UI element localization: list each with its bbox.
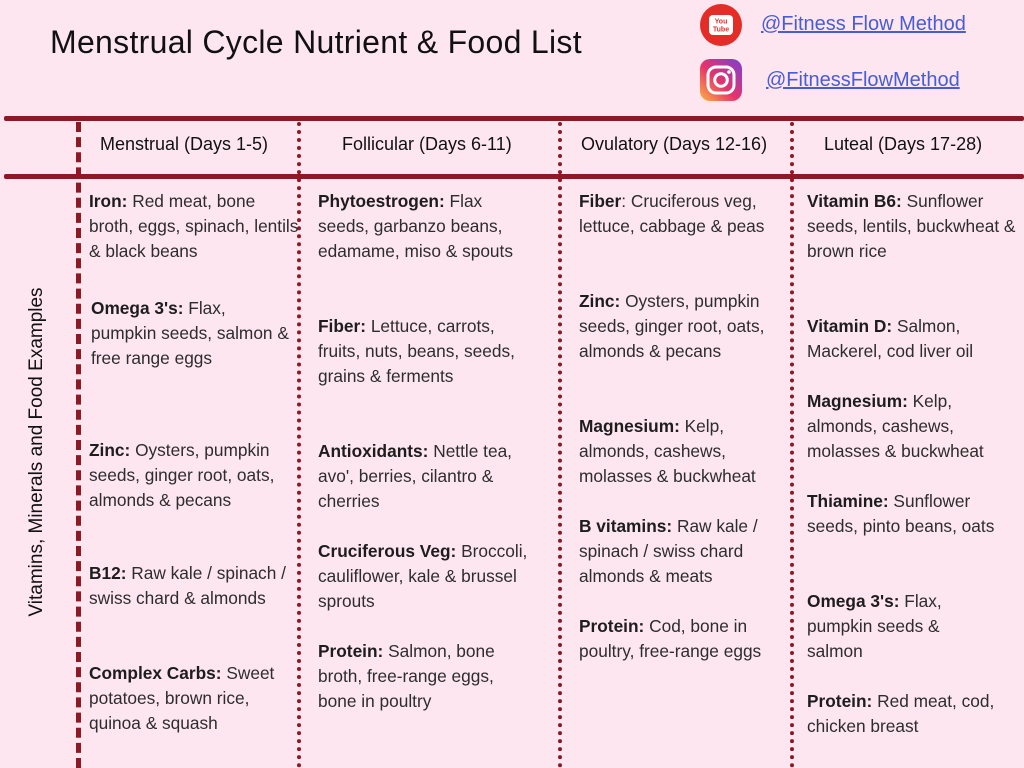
food-list: Red meat, cod, chicken breast <box>807 691 995 736</box>
food-list: Raw kale / spinach / swiss chard almonds & meats <box>579 516 758 586</box>
youtube-link[interactable] <box>700 4 1020 44</box>
phase-header-menstrual: Menstrual (Days 1-5) <box>100 134 269 154</box>
nutrient-name: Cruciferous Veg: <box>318 541 457 561</box>
phase-header-follicular: Follicular (Days 6-11) <box>342 134 512 154</box>
column-divider <box>558 122 562 768</box>
nutrient-name: Zinc: <box>89 440 131 460</box>
nutrient-entry <box>579 414 794 489</box>
nutrient-entry <box>807 589 987 664</box>
nutrient-entry <box>318 639 533 714</box>
food-list: Cod, bone in poultry, free-range eggs <box>579 616 762 661</box>
food-list: Nettle tea, avo', berries, cilantro & cherries <box>318 441 512 511</box>
food-list: Salmon, Mackerel, cod liver oil <box>807 316 974 361</box>
nutrient-entry <box>579 189 789 239</box>
nutrient-entry <box>807 189 1019 264</box>
food-list: Broccoli, cauliflower, kale & brussel sprouts <box>318 541 528 611</box>
nutrient-name: Protein: <box>807 691 873 711</box>
food-list: Flax seeds, garbanzo beans, edamame, miso & spouts <box>318 191 513 261</box>
nutrient-name: Magnesium: <box>807 391 908 411</box>
nutrient-name: B vitamins: <box>579 516 673 536</box>
nutrient-name: Thiamine: <box>807 491 889 511</box>
header-top-rule <box>4 116 1024 121</box>
instagram-link[interactable] <box>700 59 1020 99</box>
food-list: Sunflower seeds, pinto beans, oats <box>807 491 995 536</box>
food-list: Lettuce, carrots, fruits, nuts, beans, seeds, grains & ferments <box>318 316 515 386</box>
svg-text:Tube: Tube <box>712 26 730 34</box>
side-label-divider <box>76 122 81 768</box>
nutrient-entry <box>579 514 784 589</box>
nutrient-name: Fiber: <box>318 316 367 336</box>
instagram-icon <box>700 59 742 101</box>
nutrient-name: Phytoestrogen: <box>318 191 445 211</box>
food-list: Sunflower seeds, lentils, buckwheat & brown rice <box>807 191 1016 261</box>
nutrient-entry <box>89 561 304 611</box>
phase-header-ovulatory: Ovulatory (Days 12-16) <box>581 134 768 154</box>
food-list: Oysters, pumpkin seeds, ginger root, oats, almonds & pecans <box>579 291 765 361</box>
youtube-handle[interactable]: @Fitness Flow Method <box>761 13 966 35</box>
nutrient-name: Complex Carbs: <box>89 663 222 683</box>
nutrient-name: Omega 3's: <box>91 298 184 318</box>
nutrient-entry <box>807 389 1022 464</box>
nutrient-name: Magnesium: <box>579 416 680 436</box>
nutrient-entry <box>807 689 997 739</box>
nutrient-entry <box>807 489 1007 539</box>
nutrient-name: Vitamin B6: <box>807 191 902 211</box>
header-bottom-rule <box>4 174 1024 179</box>
nutrient-entry <box>318 314 528 389</box>
nutrient-name: Antioxidants: <box>318 441 429 461</box>
nutrient-entry <box>579 614 779 664</box>
nutrient-name: Protein: <box>579 616 645 636</box>
nutrient-name: Omega 3's: <box>807 591 900 611</box>
instagram-handle[interactable]: @FitnessFlowMethod <box>766 69 960 91</box>
nutrient-entry <box>89 661 304 736</box>
side-label: Vitamins, Minerals and Food Examples <box>26 287 47 617</box>
food-list: Oysters, pumpkin seeds, ginger root, oats, almonds & pecans <box>89 440 275 510</box>
nutrient-name: Iron: <box>89 191 128 211</box>
nutrient-entry <box>318 189 518 264</box>
svg-text:You: You <box>714 18 728 26</box>
food-list: Kelp, almonds, cashews, molasses & buckwheat <box>579 416 756 486</box>
nutrient-entry <box>579 289 794 364</box>
nutrient-entry <box>318 539 528 614</box>
nutrient-entry <box>89 189 304 264</box>
nutrient-entry <box>318 439 518 514</box>
food-list: Salmon, bone broth, free-range eggs, bone in poultry <box>318 641 495 711</box>
food-list: Red meat, bone broth, eggs, spinach, lentils & black beans <box>89 191 299 261</box>
food-list: Flax, pumpkin seeds, salmon & free range eggs <box>91 298 289 368</box>
page-title: Menstrual Cycle Nutrient & Food List <box>50 24 582 60</box>
nutrient-name: B12: <box>89 563 127 583</box>
food-list: : Cruciferous veg, lettuce, cabbage & peas <box>579 191 765 236</box>
food-list: Kelp, almonds, cashews, molasses & buckwheat <box>807 391 984 461</box>
phase-header-luteal: Luteal (Days 17-28) <box>824 134 983 154</box>
nutrient-entry <box>807 314 1019 364</box>
food-list: Flax, pumpkin seeds & salmon <box>807 591 942 661</box>
youtube-icon <box>700 4 742 46</box>
nutrient-entry <box>89 438 304 513</box>
nutrient-name: Fiber <box>579 191 622 211</box>
nutrient-name: Vitamin D: <box>807 316 893 336</box>
food-list: Raw kale / spinach / swiss chard & almonds <box>89 563 286 608</box>
nutrient-name: Zinc: <box>579 291 621 311</box>
food-list: Sweet potatoes, brown rice, quinoa & squash <box>89 663 275 733</box>
nutrient-name: Protein: <box>318 641 384 661</box>
nutrient-entry <box>91 296 291 371</box>
